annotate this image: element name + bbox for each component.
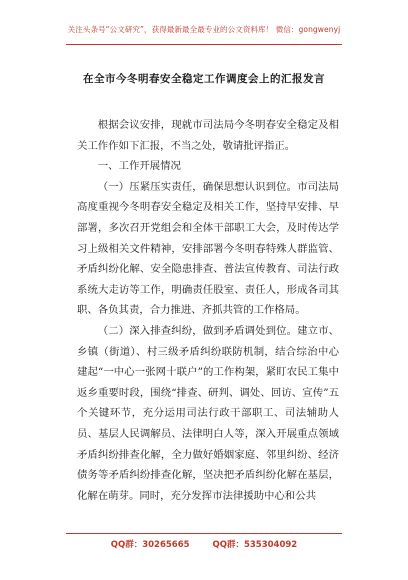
- footer-qq-group-2: QQ群：535304092: [212, 540, 298, 550]
- paragraph-1: （一）压紧压实责任，确保思想认识到位。市司法局高度重视今冬明春安全稳定及相关工作，坚持早安排、早部署，多次召开党组会和全体干部职工大会，及时传达学习上级相关文件精神，安排部署今冬明春特殊人群监管、矛盾纠纷化解、安全隐患排查、普法宣传教育、司法行政系统大走访等工作，明确责任股室、责任人，形成各司其职、各负其责，合力推进、齐抓共管的工作格局。: [77, 180, 339, 317]
- header-divider: [66, 44, 342, 45]
- paragraph-2: （二）深入排查纠纷，做到矛盾调处到位。建立市、乡镇（街道）、村三级矛盾纠纷联防机制，结合综治中心建起“一中心一张网十联户”的工作构架，紧盯农民工集中返乡重要时段，围绕“排查、研判、调处、回访、宣传”五个关键环节，充分运用司法行政干部职工、司法辅助人员、基层人民调解员、法律明白人等，深入开展重点领域矛盾纠纷排查化解，全力做好婚姻家庭、邻里纠纷、经济债务等矛盾纠纷排查化解，坚决把矛盾纠纷化解在基层，化解在萌芽。同时，充分发挥市法律援助中心和公共: [77, 324, 339, 502]
- header-banner: 关注头条号“公文研究”，获得最新最全最专业的公文资料库！ 微信：gongwenyj: [67, 25, 341, 34]
- section-heading: 一、工作开展情况: [97, 160, 181, 173]
- document-body: [77, 115, 339, 506]
- footer: [0, 538, 408, 550]
- footer-divider: [66, 533, 342, 534]
- document-title: 在全市今冬明春安全稳定工作调度会上的汇报发言: [83, 73, 325, 85]
- footer-qq-group-1: QQ群：30265665: [110, 540, 190, 550]
- intro-paragraph: 根据会议安排，现就市司法局今冬明春安全稳定及相关工作作如下汇报，不当之处，敬请批评指正。: [77, 119, 339, 152]
